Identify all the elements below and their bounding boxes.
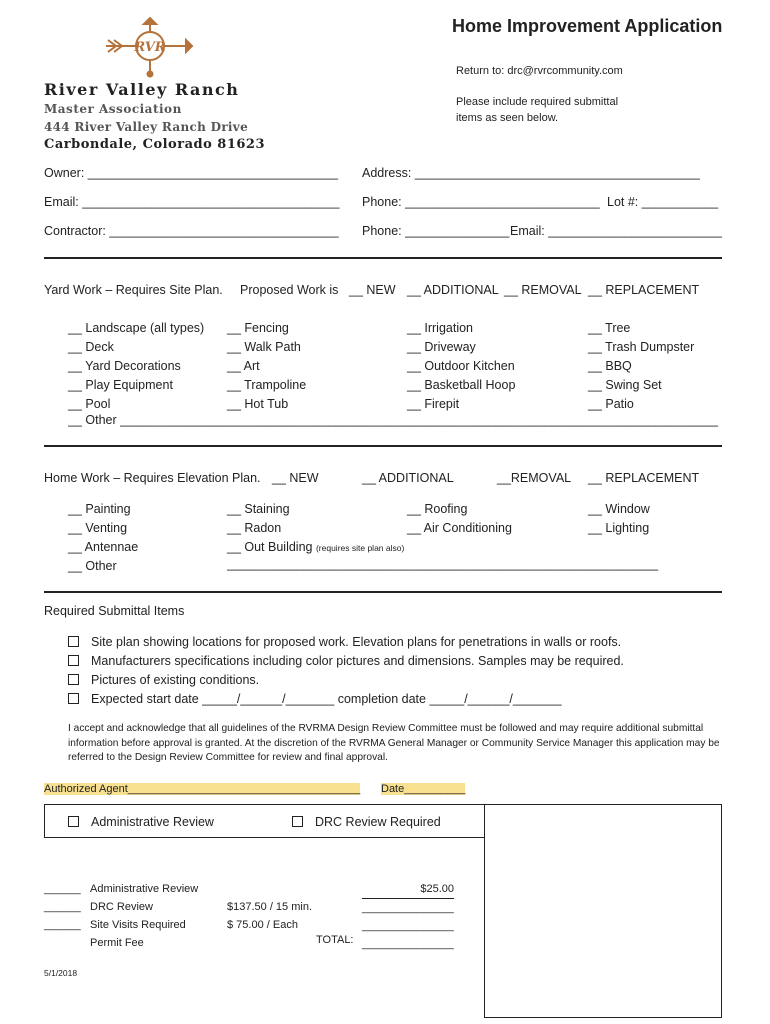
fee-rate: $ 75.00 / Each bbox=[227, 919, 298, 931]
return-to: Return to: drc@rvrcommunity.com bbox=[456, 65, 623, 77]
fee-label: Site Visits Required bbox=[90, 919, 186, 931]
submittal-item[interactable]: Manufacturers specifications including color pictures and dimensions. Samples may be required. bbox=[68, 652, 624, 671]
checkbox-icon[interactable] bbox=[68, 693, 79, 704]
home-col-1 bbox=[68, 500, 138, 576]
logo-text: RVR bbox=[134, 40, 166, 55]
home-option[interactable]: __ Out Building bbox=[227, 540, 313, 554]
fee-amounts bbox=[362, 880, 454, 953]
fee-check-blank[interactable]: ______ bbox=[44, 883, 81, 895]
divider bbox=[44, 257, 722, 259]
fee-rates bbox=[227, 898, 312, 934]
home-option[interactable]: __ Painting bbox=[68, 502, 131, 516]
lot-field[interactable]: Lot #: ___________ bbox=[607, 195, 719, 209]
yard-option[interactable]: __ Irrigation bbox=[407, 321, 474, 335]
phone-field[interactable]: Phone: ____________________________ bbox=[362, 195, 600, 209]
address-field[interactable]: Address: _________________________________________ bbox=[362, 166, 700, 180]
yard-option[interactable]: __ Trampoline bbox=[227, 378, 307, 392]
yard-option[interactable]: __ BBQ bbox=[588, 359, 632, 373]
fee-check-blank[interactable]: ______ bbox=[44, 901, 81, 913]
checkbox-icon[interactable] bbox=[68, 674, 79, 685]
yard-option[interactable]: __ Deck bbox=[68, 340, 114, 354]
divider bbox=[44, 445, 722, 447]
home-option[interactable]: __ Lighting bbox=[588, 521, 650, 535]
footer-date: 5/1/2018 bbox=[44, 968, 78, 978]
fee-amount[interactable]: _______________ bbox=[362, 938, 454, 950]
fee-rate: $137.50 / 15 min. bbox=[227, 901, 313, 913]
yard-option[interactable]: __ Firepit bbox=[407, 397, 460, 411]
yard-option[interactable]: __ Landscape (all types) bbox=[68, 321, 205, 335]
divider bbox=[44, 591, 722, 593]
yard-type-removal[interactable]: __ REMOVAL bbox=[504, 283, 582, 297]
org-name: River Valley Ranch bbox=[44, 80, 240, 99]
checkbox-icon[interactable] bbox=[292, 816, 303, 827]
home-type-removal[interactable]: __REMOVAL bbox=[497, 471, 572, 485]
home-option[interactable]: __ Air Conditioning bbox=[407, 521, 512, 535]
submittal-item[interactable]: Expected start date _____/______/_______ completion date _____/______/_______ bbox=[68, 690, 624, 709]
yard-option[interactable]: __ Tree bbox=[588, 321, 631, 335]
contractor-phone-field[interactable]: Phone: _______________ bbox=[362, 224, 510, 238]
yard-type-additional[interactable]: __ ADDITIONAL bbox=[407, 283, 499, 297]
fee-amount[interactable]: _______________ bbox=[362, 902, 454, 914]
email-field[interactable]: Email: _____________________________________ bbox=[44, 195, 340, 209]
yard-option[interactable]: __ Basketball Hoop bbox=[407, 378, 516, 392]
yard-other-field[interactable]: __ Other ______________________________________________________________________________________ bbox=[68, 413, 718, 427]
home-option[interactable]: __ Roofing bbox=[407, 502, 468, 516]
outbuilding-note: (requires site plan also) bbox=[315, 543, 405, 553]
fee-amount[interactable]: $25.00 bbox=[362, 880, 454, 899]
include-line-1: Please include required submittal bbox=[456, 96, 619, 108]
authorized-agent-field[interactable]: Authorized Agent______________________________________ bbox=[44, 783, 361, 795]
contractor-field[interactable]: Contractor: _________________________________ bbox=[44, 224, 339, 238]
home-option[interactable]: __ Venting bbox=[68, 521, 128, 535]
home-col-4 bbox=[588, 500, 650, 538]
fee-labels bbox=[90, 880, 198, 952]
date-field[interactable]: Date__________ bbox=[381, 783, 466, 795]
yard-option[interactable]: __ Pool bbox=[68, 397, 111, 411]
checkbox-icon[interactable] bbox=[68, 816, 79, 827]
yard-col-4 bbox=[588, 319, 694, 414]
yard-col-1 bbox=[68, 319, 204, 414]
include-line-2: items as seen below. bbox=[456, 112, 559, 124]
fee-blanks bbox=[44, 880, 81, 934]
org-street: 444 River Valley Ranch Drive bbox=[44, 120, 249, 134]
home-type-additional[interactable]: __ ADDITIONAL bbox=[362, 471, 454, 485]
yard-option[interactable]: __ Driveway bbox=[407, 340, 476, 354]
yard-col-3 bbox=[407, 319, 515, 414]
home-option[interactable]: __ Other bbox=[68, 559, 117, 573]
yard-option[interactable]: __ Fencing bbox=[227, 321, 289, 335]
yard-option[interactable]: __ Yard Decorations bbox=[68, 359, 181, 373]
contractor-email-field[interactable]: Email: _________________________ bbox=[510, 224, 722, 238]
yard-option[interactable]: __ Art bbox=[227, 359, 260, 373]
submittal-item[interactable]: Pictures of existing conditions. bbox=[68, 671, 624, 690]
org-association: Master Association bbox=[44, 102, 182, 116]
yard-option[interactable]: __ Walk Path bbox=[227, 340, 301, 354]
fee-total-label: TOTAL: bbox=[316, 934, 354, 946]
fee-label: DRC Review bbox=[90, 901, 153, 913]
yard-proposed-label: Proposed Work is bbox=[240, 283, 339, 297]
home-col-2 bbox=[227, 500, 404, 558]
fee-amount[interactable]: _______________ bbox=[362, 920, 454, 932]
home-col-3 bbox=[407, 500, 512, 538]
submittal-list bbox=[68, 633, 624, 709]
yard-heading: Yard Work – Requires Site Plan. bbox=[44, 283, 223, 297]
home-option[interactable]: __ Staining bbox=[227, 502, 290, 516]
submittal-item[interactable]: Site plan showing locations for proposed work. Elevation plans for penetrations in walls or roofs. bbox=[68, 633, 624, 652]
home-option[interactable]: __ Window bbox=[588, 502, 650, 516]
home-other-field[interactable]: ______________________________________________________________ bbox=[227, 557, 659, 571]
yard-type-new[interactable]: __ NEW bbox=[349, 283, 396, 297]
rvr-logo bbox=[104, 16, 194, 78]
fee-label: Permit Fee bbox=[90, 937, 144, 949]
yard-option[interactable]: __ Play Equipment bbox=[68, 378, 173, 392]
submittal-heading: Required Submittal Items bbox=[44, 604, 185, 618]
acknowledgement-text: I accept and acknowledge that all guidelines of the RVRMA Design Review Committee must be followed and may require additional submittal information before approval is granted. At the discretion of the RVRMA General Manager or Community Service Manager this application may be referred to the Design Review Committee for review and final approval. bbox=[68, 723, 720, 763]
fee-check-blank[interactable]: ______ bbox=[44, 919, 81, 931]
yard-col-2 bbox=[227, 319, 306, 414]
checkbox-icon[interactable] bbox=[68, 636, 79, 647]
yard-option[interactable]: __ Trash Dumpster bbox=[588, 340, 695, 354]
home-heading: Home Work – Requires Elevation Plan. bbox=[44, 471, 261, 485]
checkbox-icon[interactable] bbox=[68, 655, 79, 666]
yard-option[interactable]: __ Hot Tub bbox=[227, 397, 289, 411]
org-city: Carbondale, Colorado 81623 bbox=[44, 137, 266, 152]
fee-label: Administrative Review bbox=[90, 883, 199, 895]
drc-review-option[interactable]: DRC Review Required bbox=[292, 815, 441, 829]
home-option[interactable]: __ Antennae bbox=[68, 540, 139, 554]
home-option[interactable]: __ Radon bbox=[227, 521, 282, 535]
page-title: Home Improvement Application bbox=[452, 16, 723, 36]
yard-option[interactable]: __ Outdoor Kitchen bbox=[407, 359, 515, 373]
yard-type-replacement[interactable]: __ REPLACEMENT bbox=[588, 283, 700, 297]
home-type-replacement[interactable]: __ REPLACEMENT bbox=[588, 471, 700, 485]
owner-field[interactable]: Owner: ____________________________________ bbox=[44, 166, 339, 180]
yard-option[interactable]: __ Swing Set bbox=[588, 378, 662, 392]
home-type-new[interactable]: __ NEW bbox=[272, 471, 319, 485]
office-use-box bbox=[484, 804, 722, 1018]
yard-option[interactable]: __ Patio bbox=[588, 397, 634, 411]
admin-review-option[interactable]: Administrative Review bbox=[68, 815, 214, 829]
